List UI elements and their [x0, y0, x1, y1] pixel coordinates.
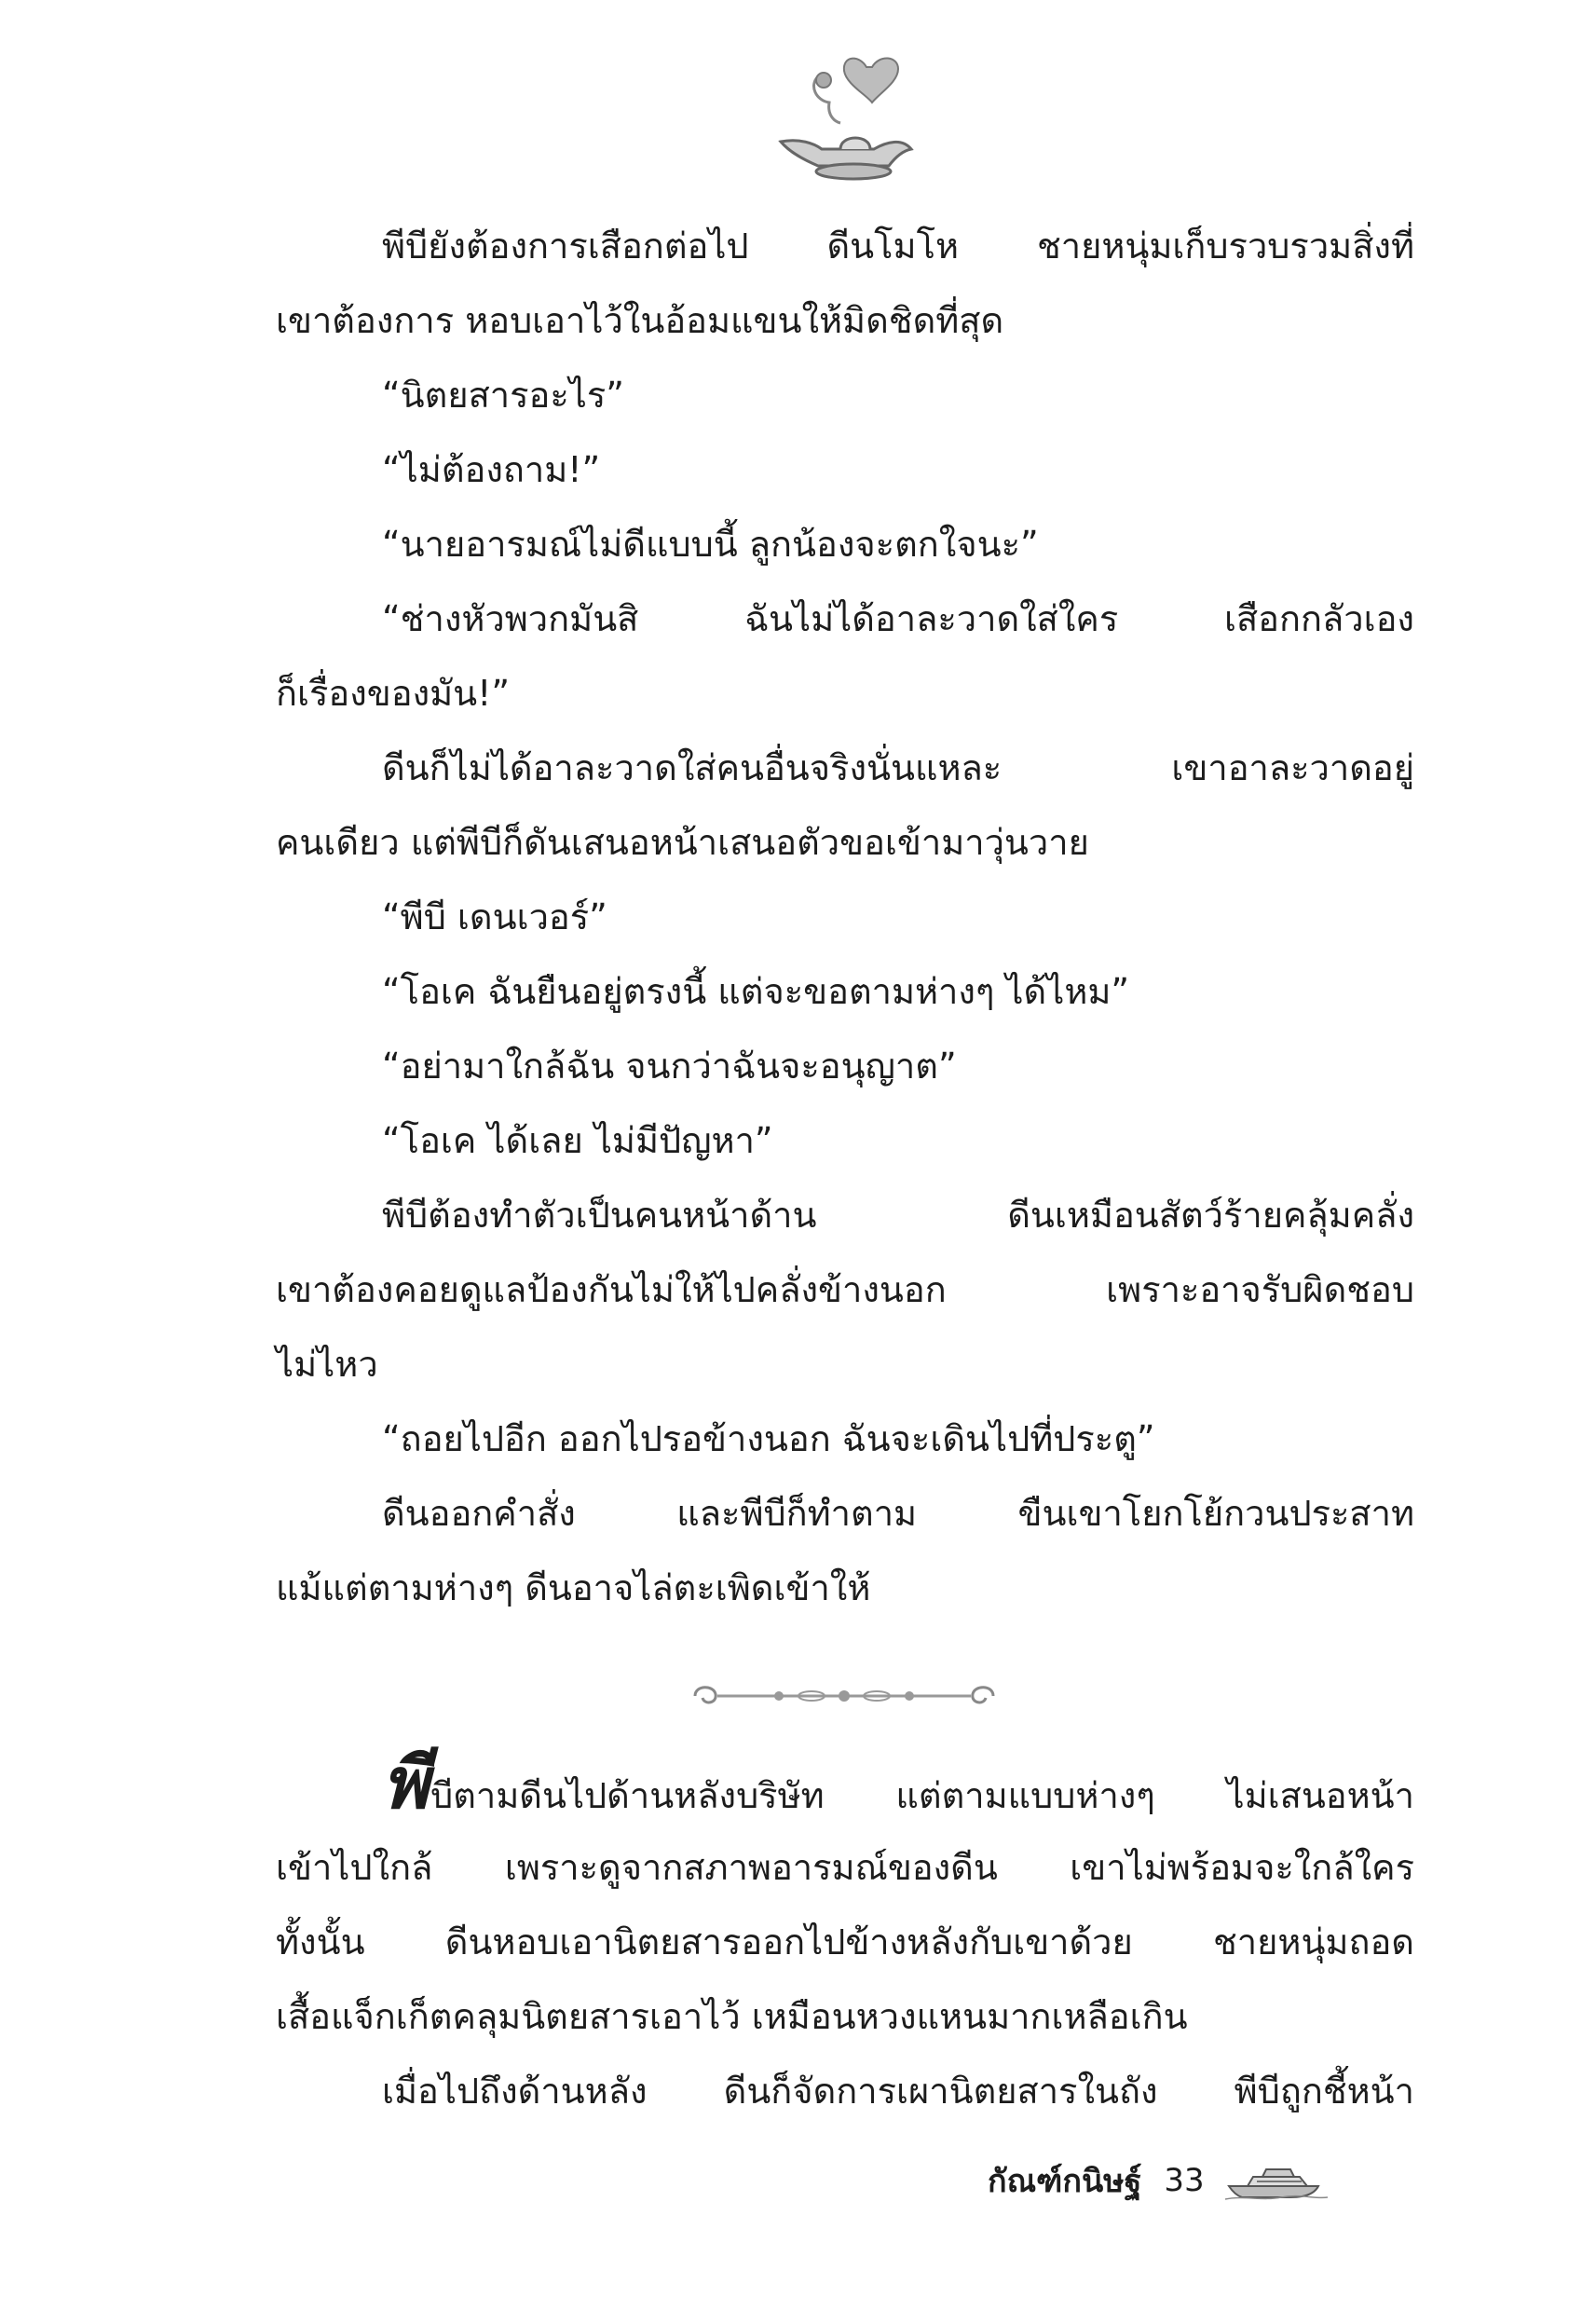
paragraph-line: เข้าไปใกล้ เพราะดูจากสภาพอารมณ์ของดีน เขาไม่พร้อมจะใกล้ใคร: [276, 1847, 1414, 1888]
dialogue-line: “นายอารมณ์ไม่ดีแบบนี้ ลูกน้องจะตกใจนะ”: [382, 524, 1039, 565]
paragraph-line: ดีนออกคำสั่ง และพีบีก็ทำตาม ขืนเขาโยกโย้กวนประสาท: [382, 1493, 1414, 1534]
section-first-line-text: บีตามดีนไปด้านหลังบริษัท แต่ตามแบบห่างๆ ไม่เสนอหน้า: [430, 1775, 1414, 1816]
paragraph-line: แม้แต่ตามห่างๆ ดีนอาจไล่ตะเพิดเข้าให้: [276, 1567, 871, 1608]
page-number: 33: [1164, 2162, 1205, 2199]
dialogue-line: “โอเค ฉันยืนอยู่ตรงนี้ แต่จะขอตามห่างๆ ได้ไหม”: [382, 971, 1130, 1012]
dialogue-line: “ถอยไปอีก ออกไปรอข้างนอก ฉันจะเดินไปที่ประตู”: [382, 1418, 1155, 1459]
paragraph-line: คนเดียว แต่พีบีก็ดันเสนอหน้าเสนอตัวขอเข้ามาวุ่นวาย: [276, 822, 1089, 863]
paragraph-line: เสื้อแจ็กเก็ตคลุมนิตยสารเอาไว้ เหมือนหวงแหนมากเหลือเกิน: [276, 1996, 1188, 2037]
paragraph-line: เขาต้องการ หอบเอาไว้ในอ้อมแขนให้มิดชิดที่สุด: [276, 300, 1004, 341]
boat-icon: [1225, 2160, 1328, 2201]
drop-cap: พี: [382, 1742, 430, 1825]
dialogue-line: “พีบี เดนเวอร์”: [382, 896, 607, 937]
section-first-line: [382, 1742, 1414, 1830]
dialogue-line: “ไม่ต้องถาม!”: [382, 449, 601, 490]
paragraph-line: พีบียังต้องการเสือกต่อไป ดีนโมโห ชายหนุ่มเก็บรวบรวมสิ่งที่: [382, 226, 1414, 267]
dialogue-line: ก็เรื่องของมัน!”: [276, 673, 511, 714]
page-footer: [988, 2153, 1328, 2208]
genie-lamp-heart-icon: [762, 48, 921, 188]
dialogue-line: “นิตยสารอะไร”: [382, 375, 624, 416]
dialogue-line: “ช่างหัวพวกมันสิ ฉันไม่ได้อาละวาดใส่ใคร เสือกกลัวเอง: [382, 598, 1414, 639]
paragraph-line: พีบีต้องทำตัวเป็นคนหน้าด้าน ดีนเหมือนสัตว์ร้ายคลุ้มคลั่ง: [382, 1195, 1414, 1236]
book-title: กัณฑ์กนิษฐ์: [988, 2163, 1142, 2200]
dialogue-line: “อย่ามาใกล้ฉัน จนกว่าฉันจะอนุญาต”: [382, 1046, 957, 1087]
paragraph-line: ไม่ไหว: [276, 1344, 378, 1385]
paragraph-line: ทั้งนั้น ดีนหอบเอานิตยสารออกไปข้างหลังกับเขาด้วย ชายหนุ่มถอด: [276, 1921, 1414, 1962]
paragraph-line: เมื่อไปถึงด้านหลัง ดีนก็จัดการเผานิตยสารในถัง พีบีถูกชี้หน้า: [382, 2071, 1414, 2112]
scroll-divider-icon: [676, 1677, 1012, 1715]
paragraph-line: ดีนก็ไม่ได้อาละวาดใส่คนอื่นจริงนั่นแหละ เขาอาละวาดอยู่: [382, 747, 1414, 788]
dialogue-line: “โอเค ได้เลย ไม่มีปัญหา”: [382, 1120, 773, 1161]
paragraph-line: เขาต้องคอยดูแลป้องกันไม่ให้ไปคลั่งข้างนอก เพราะอาจรับผิดชอบ: [276, 1269, 1414, 1310]
